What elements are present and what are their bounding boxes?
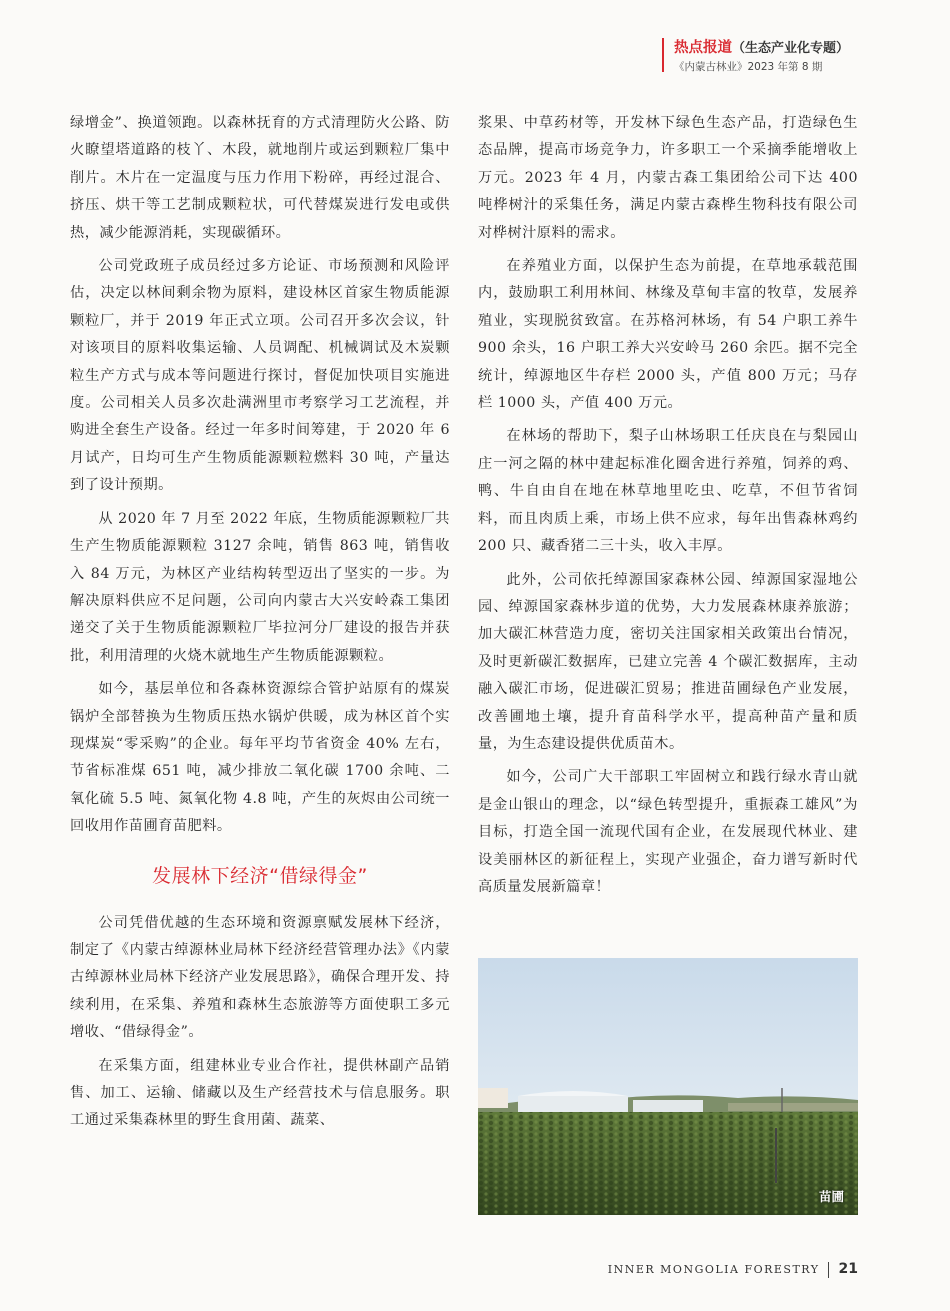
paragraph: 此外，公司依托绰源国家森林公园、绰源国家湿地公园、绰源国家森林步道的优势，大力发展森林康养旅游；加大碳汇林营造力度，密切关注国家相关政策出台情况，及时更新碳汇数据库，已建立完善 4 个碳汇数据库，主动融入碳汇市场，促进碳汇贸易；推进苗圃绿色产业发展，改善圃地土壤，提升育苗科学水平，提高种苗产量和质量，为生态建设提供优质苗木。 bbox=[478, 571, 858, 752]
header-accent-bar bbox=[662, 38, 664, 72]
paragraph: 公司凭借优越的生态环境和资源禀赋发展林下经济，制定了《内蒙古绰源林业局林下经济经营管理办法》《内蒙古绰源林业局林下经济产业发展思路》，确保合理开发、持续利用，在采集、养殖和森林生态旅游等方面使职工多元增收、“借绿得金”。 bbox=[70, 914, 450, 1041]
header-issue: 《内蒙古林业》2023 年第 8 期 bbox=[674, 61, 823, 73]
paragraph: 在林场的帮助下，梨子山林场职工任庆良在与梨园山庄一河之隔的林中建起标准化圈舍进行养殖，饲养的鸡、鸭、牛自由自在地在林草地里吃虫、吃草，不但节省饲料，而且肉质上乘，市场上供不应求，每年出售森林鸡约 200 只、藏香猪二三十头，收入丰厚。 bbox=[478, 428, 858, 555]
paragraph: 在养殖业方面，以保护生态为前提，在草地承载范围内，鼓励职工利用林间、林缘及草甸丰富的牧草，发展养殖业，实现脱贫致富。在苏格河林场，有 54 户职工养牛 900 余头，16 户职工养大兴安岭马 260 余匹。据不完全统计，绰源地区牛存栏 2000 头，产值 800 万元；马存栏 1000 头，产值 400 万元。 bbox=[478, 258, 858, 412]
photo-caption: 苗圃 bbox=[818, 1189, 844, 1204]
right-column bbox=[478, 110, 858, 907]
paragraph: 如今，基层单位和各森林资源综合管护站原有的煤炭锅炉全部替换为生物质压热水锅炉供暖，成为林区首个实现煤炭“零采购”的企业。每年平均节省资金 40% 左右，节省标准煤 651 吨，减少排放二氧化碳 1700 余吨、二氧化硫 5.5 吨、氮氧化物 4.8 吨，产生的灰烬由公司统一回收用作苗圃育苗肥料。 bbox=[70, 681, 450, 835]
paragraph: 如今，公司广大干部职工牢固树立和践行绿水青山就是金山银山的理念，以“绿色转型提升，重振森工雄风”为目标，打造全国一流现代国有企业，在发展现代林业、建设美丽林区的新征程上，实现产业强企，奋力谱写新时代高质量发展新篇章！ bbox=[478, 769, 858, 895]
header-section-line bbox=[674, 36, 849, 57]
paragraph: 浆果、中草药材等，开发林下绿色生态产品，打造绿色生态品牌，提高市场竞争力，许多职工一个采摘季能增收上万元。2023 年 4 月，内蒙古森工集团给公司下达 400 吨桦树汁的采集任务，满足内蒙古森桦生物科技有限公司对桦树汁原料的需求。 bbox=[478, 115, 858, 241]
paragraph: 在采集方面，组建林业专业合作社，提供林副产品销售、加工、运输、储藏以及生产经营技术与信息服务。职工通过采集森林里的野生食用菌、蔬菜、 bbox=[70, 1057, 450, 1129]
paragraph: 公司党政班子成员经过多方论证、市场预测和风险评估，决定以林间剩余物为原料，建设林区首家生物质能源颗粒厂，并于 2019 年正式立项。公司召开多次会议，针对该项目的原料收集运输、人员调配、机械调试及木炭颗粒生产方式与成本等问题进行探讨，督促加快项目实施进度。公司相关人员多次赴满洲里市考察学习工艺流程，并购进全套生产设备。经过一年多时间筹建，于 2020 年 6 月试产，日均可生产生物质能源颗粒燃料 30 吨，产量达到了设计预期。 bbox=[70, 258, 450, 494]
footer-magazine-name: INNER MONGOLIA FORESTRY bbox=[607, 1263, 820, 1276]
footer-divider bbox=[828, 1262, 829, 1278]
paragraph: 绿增金”、换道领跑。以森林抚育的方式清理防火公路、防火瞭望塔道路的枝丫、木段，就地削片或运到颗粒厂集中削片。木片在一定温度与压力作用下粉碎，再经过混合、挤压、烘干等工艺制成颗粒状，可代替煤炭进行发电或供热，减少能源消耗，实现碳循环。 bbox=[70, 115, 450, 241]
left-column bbox=[70, 110, 450, 1141]
page-footer bbox=[608, 1261, 858, 1278]
nursery-photo-illustration bbox=[478, 958, 858, 1215]
page-number: 21 bbox=[838, 1261, 858, 1277]
nursery-photo bbox=[478, 958, 858, 1215]
header-section-name: 热点报道 bbox=[674, 40, 732, 56]
section-heading: 发展林下经济“借绿得金” bbox=[152, 864, 368, 887]
paragraph: 从 2020 年 7 月至 2022 年底，生物质能源颗粒厂共生产生物质能源颗粒 3127 余吨，销售 863 吨，销售收入 84 万元，为林区产业结构转型迈出了坚实的一步。为解决原料供应不足问题，公司向内蒙古大兴安岭森工集团递交了关于生物质能源颗粒厂毕拉河分厂建设的报告并获批，利用清理的火烧木就地生产生物质能源颗粒。 bbox=[70, 510, 450, 664]
header-topic: （生态产业化专题） bbox=[732, 41, 850, 56]
